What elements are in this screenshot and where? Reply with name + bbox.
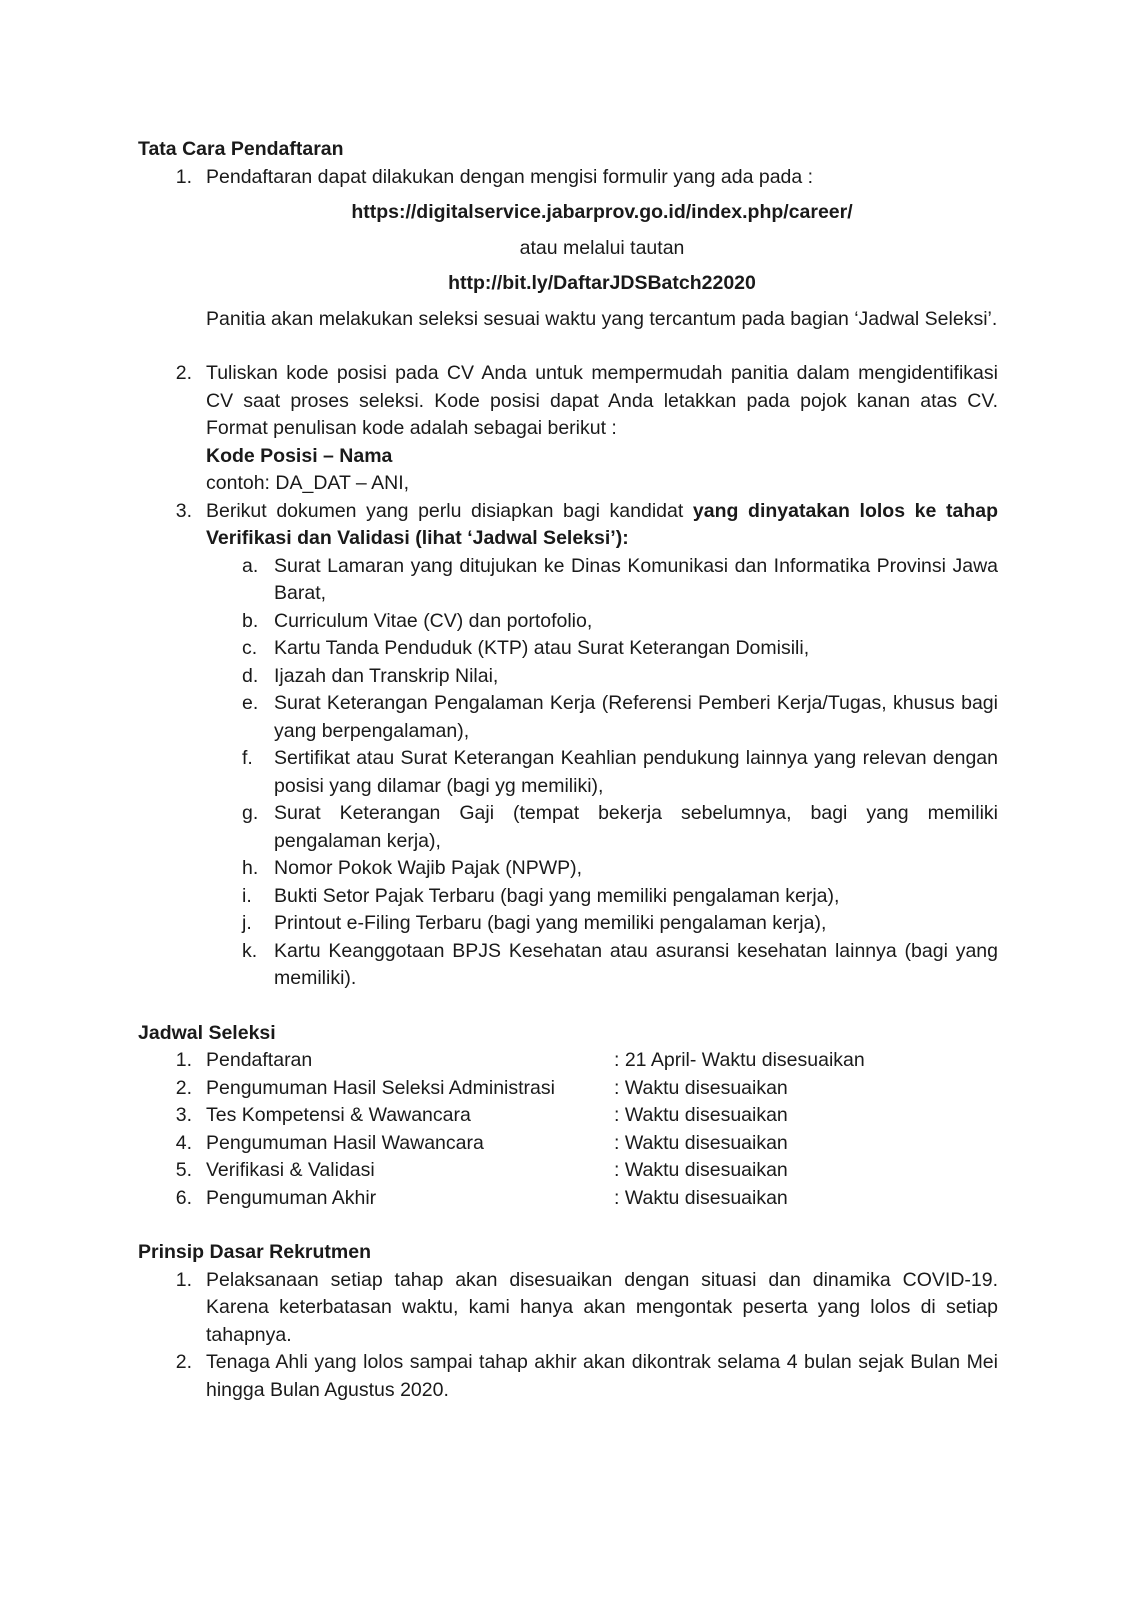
code-example: contoh: DA_DAT – ANI,	[206, 472, 410, 494]
item-1-note: Panitia akan melakukan seleksi sesuai waktu yang tercantum pada bagian ‘Jadwal Seleksi’.	[206, 307, 998, 330]
item-2-text: Tuliskan kode posisi pada CV Anda untuk mempermudah panitia dalam mengidentifikasi CV saat proses seleksi. Kode posisi dapat Anda letakkan pada pojok kanan atas CV. Format penulisan kode adalah sebagai berikut :	[206, 362, 998, 439]
item-3-text: Berikut dokumen yang perlu disiapkan bagi kandidat yang dinyatakan lolos ke tahap Verifikasi dan Validasi (lihat ‘Jadwal Seleksi’):	[206, 499, 998, 549]
document-list-item	[206, 745, 998, 800]
section-heading-tata-cara: Tata Cara Pendaftaran	[138, 138, 344, 160]
list-number: 3.	[175, 499, 192, 522]
schedule-time: : Waktu disesuaikan	[614, 1104, 788, 1126]
document-list-item	[206, 938, 998, 993]
schedule-row	[138, 1047, 998, 1075]
document-list-item	[206, 800, 998, 855]
principles-list	[138, 1267, 998, 1405]
career-url: https://digitalservice.jabarprov.go.id/index.php/career/	[351, 201, 853, 223]
document-text: Kartu Tanda Penduduk (KTP) atau Surat Keterangan Domisili,	[274, 637, 810, 659]
list-number: 5.	[175, 1159, 192, 1181]
principle-text: Tenaga Ahli yang lolos sampai tahap akhir akan dikontrak selama 4 bulan sejak Bulan Mei hingga Bulan Agustus 2020.	[206, 1351, 998, 1401]
schedule-stage: Tes Kompetensi & Wawancara	[206, 1104, 471, 1126]
item-1-intro: Pendaftaran dapat dilakukan dengan mengisi formulir yang ada pada :	[206, 165, 814, 188]
list-number: 2.	[175, 1351, 192, 1373]
schedule-time: : Waktu disesuaikan	[614, 1186, 788, 1209]
principle-item	[138, 1267, 998, 1350]
list-letter: a.	[242, 554, 259, 577]
document-text: Ijazah dan Transkrip Nilai,	[274, 664, 499, 687]
document-text: Printout e-Filing Terbaru (bagi yang memiliki pengalaman kerja),	[274, 912, 827, 934]
list-letter: b.	[242, 609, 259, 632]
schedule-list	[138, 1047, 998, 1212]
document-list-item	[206, 608, 998, 636]
document-text: Kartu Keanggotaan BPJS Kesehatan atau asuransi kesehatan lainnya (bagi yang memiliki).	[274, 939, 998, 989]
schedule-row	[138, 1157, 998, 1185]
list-item-2	[138, 360, 998, 498]
document-list	[206, 553, 998, 993]
section-heading-jadwal: Jadwal Seleksi	[138, 1021, 276, 1044]
list-letter: g.	[242, 802, 259, 824]
document-text: Bukti Setor Pajak Terbaru (bagi yang memiliki pengalaman kerja),	[274, 884, 840, 907]
list-letter: h.	[242, 857, 259, 879]
schedule-time: : Waktu disesuaikan	[614, 1076, 788, 1099]
registration-url: http://bit.ly/DaftarJDSBatch22020	[448, 272, 756, 294]
document-list-item	[206, 663, 998, 691]
schedule-stage: Pendaftaran	[206, 1049, 313, 1071]
schedule-stage: Verifikasi & Validasi	[206, 1159, 375, 1181]
schedule-stage: Pengumuman Hasil Seleksi Administrasi	[206, 1076, 555, 1099]
list-item-3	[138, 498, 998, 993]
schedule-row	[138, 1102, 998, 1130]
document-list-item	[206, 910, 998, 938]
document-list-item	[206, 635, 998, 663]
list-number: 2.	[175, 1076, 192, 1099]
document-text: Sertifikat atau Surat Keterangan Keahlian pendukung lainnya yang relevan dengan posisi yang dilamar (bagi yg memiliki),	[274, 747, 998, 797]
schedule-row	[138, 1185, 998, 1213]
list-letter: i.	[242, 884, 252, 907]
list-letter: j.	[242, 912, 252, 934]
document-text: Surat Keterangan Gaji (tempat bekerja sebelumnya, bagi yang memiliki pengalaman kerja),	[274, 802, 998, 852]
list-item-1	[138, 164, 998, 334]
list-number: 4.	[175, 1131, 192, 1154]
document-text: Curriculum Vitae (CV) dan portofolio,	[274, 609, 593, 632]
schedule-row	[138, 1130, 998, 1158]
list-number: 1.	[175, 165, 192, 188]
schedule-time: : Waktu disesuaikan	[614, 1131, 788, 1154]
schedule-stage: Pengumuman Hasil Wawancara	[206, 1131, 484, 1154]
schedule-time: : Waktu disesuaikan	[614, 1159, 788, 1181]
list-letter: k.	[242, 939, 258, 962]
document-content	[138, 136, 998, 1404]
document-list-item	[206, 883, 998, 911]
document-list-item	[206, 553, 998, 608]
schedule-time: : 21 April- Waktu disesuaikan	[614, 1049, 865, 1071]
list-letter: e.	[242, 692, 259, 714]
document-list-item	[206, 690, 998, 745]
or-text: atau melalui tautan	[519, 236, 685, 259]
list-number: 1.	[175, 1049, 192, 1071]
document-list-item	[206, 855, 998, 883]
list-letter: f.	[242, 747, 253, 769]
list-letter: c.	[242, 637, 258, 659]
schedule-row	[138, 1075, 998, 1103]
list-letter: d.	[242, 664, 259, 687]
list-number: 1.	[175, 1268, 192, 1291]
document-text: Surat Lamaran yang ditujukan ke Dinas Komunikasi dan Informatika Provinsi Jawa Barat,	[274, 554, 998, 604]
principle-item	[138, 1349, 998, 1404]
document-text: Nomor Pokok Wajib Pajak (NPWP),	[274, 857, 583, 879]
document-text: Surat Keterangan Pengalaman Kerja (Referensi Pemberi Kerja/Tugas, khusus bagi yang berpengalaman),	[274, 692, 998, 742]
schedule-stage: Pengumuman Akhir	[206, 1186, 377, 1209]
list-number: 6.	[175, 1186, 192, 1209]
list-number: 3.	[175, 1104, 192, 1126]
list-number: 2.	[175, 362, 192, 384]
principle-text: Pelaksanaan setiap tahap akan disesuaikan dengan situasi dan dinamika COVID-19. Karena keterbatasan waktu, kami hanya akan mengontak peserta yang lolos di setiap tahapnya.	[206, 1268, 998, 1346]
code-format: Kode Posisi – Nama	[206, 444, 393, 467]
section-heading-prinsip: Prinsip Dasar Rekrutmen	[138, 1241, 372, 1263]
